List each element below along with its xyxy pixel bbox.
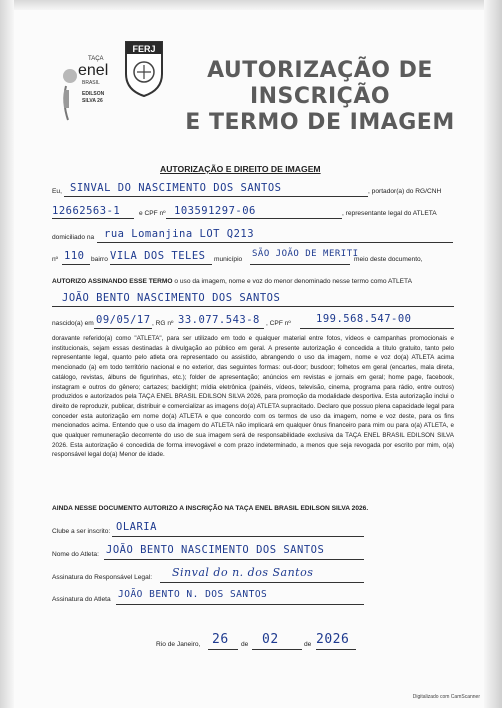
atleta-underline xyxy=(52,306,454,307)
svg-text:TAÇA: TAÇA xyxy=(88,56,104,62)
assinatura-atleta-label: Assinatura do Atleta xyxy=(52,596,111,603)
nome-atleta-value: JOÃO BENTO NASCIMENTO DOS SANTOS xyxy=(106,544,325,556)
nascido-value: 09/05/17 xyxy=(96,314,151,326)
scan-edge-top xyxy=(0,0,502,10)
eu-label: Eu, xyxy=(52,188,62,195)
taca-enel-logo xyxy=(60,42,124,128)
assinatura-atleta-value: JOÃO BENTO N. DOS SANTOS xyxy=(118,589,268,600)
scan-edge-right xyxy=(484,0,502,708)
rg2-label: , RG nº xyxy=(152,320,174,327)
month-underline xyxy=(252,649,302,650)
nascido-underline xyxy=(94,328,152,329)
municipio-value: SÃO JOÃO DE MERITI xyxy=(252,249,359,259)
cpf-underline xyxy=(166,218,342,219)
endereco-value: rua Lomanjina LOT Q213 xyxy=(104,228,255,240)
camscanner-note: Digitalizado com CamScanner xyxy=(412,694,480,700)
representante-label: , representante legal do ATLETA xyxy=(342,210,437,217)
portador-label: , portador(a) do RG/CNH xyxy=(368,188,442,195)
nome-atleta-label: Nome do Atleta: xyxy=(52,551,99,558)
eu-value: SINVAL DO NASCIMENTO DOS SANTOS xyxy=(70,182,282,194)
assinatura-atleta-underline xyxy=(116,604,364,605)
clube-underline xyxy=(112,536,364,537)
municipio-label: município xyxy=(214,256,243,263)
de-1: de xyxy=(241,641,249,648)
city-label: Rio de Janeiro, xyxy=(156,641,201,648)
autorizo-line xyxy=(52,278,412,285)
nome-atleta-underline xyxy=(104,559,364,560)
clube-label: Clube a ser inscrito: xyxy=(52,528,111,535)
assinatura-responsavel-value: Sinval do n. dos Santos xyxy=(172,566,314,579)
nascido-label: nascido(a) em xyxy=(52,320,94,327)
scan-edge-left xyxy=(0,0,14,708)
section-title: AUTORIZAÇÃO E DIREITO DE IMAGEM xyxy=(160,164,321,174)
cpf2-label: , CPF nº xyxy=(266,320,291,327)
bairro-label: bairro xyxy=(91,256,108,263)
document-title xyxy=(170,58,470,136)
rg-value: 12662563-1 xyxy=(52,205,121,217)
title-line-1: AUTORIZAÇÃO DE INSCRIÇÃO xyxy=(207,58,433,109)
numero-value: 110 xyxy=(64,250,85,262)
rg-underline xyxy=(52,218,134,219)
autorizo-rest: o uso da imagem, nome e voz do menor denominado nesse termo como ATLETA xyxy=(174,278,412,285)
ferj-shield-logo xyxy=(122,38,166,100)
month-value: 02 xyxy=(262,632,279,647)
svg-text:enel: enel xyxy=(78,62,109,79)
svg-text:BRASIL: BRASIL xyxy=(82,80,100,86)
cpf-value: 103591297-06 xyxy=(174,205,256,217)
cpf-label: e CPF nº xyxy=(139,210,166,217)
title-line-2: E TERMO DE IMAGEM xyxy=(185,110,455,135)
rg2-underline xyxy=(178,328,264,329)
eu-underline xyxy=(64,196,368,197)
rg2-value: 33.077.543-8 xyxy=(178,314,260,326)
cpf2-value: 199.568.547-00 xyxy=(316,313,412,325)
numero-label: nº xyxy=(52,256,59,263)
numero-underline xyxy=(62,264,90,265)
second-section-title: AINDA NESSE DOCUMENTO AUTORIZO A INSCRIÇÃO NA TAÇA ENEL BRASIL EDILSON SILVA 2026. xyxy=(52,505,369,512)
year-underline xyxy=(316,649,356,650)
de-2: de xyxy=(304,641,312,648)
cpf2-underline xyxy=(300,328,454,329)
domiciliado-label: domiciliado na xyxy=(52,234,95,241)
authorization-paragraph: doravante referido(a) como "ATLETA", para ser utilizado em todo e qualquer material entre fotos, vídeos e campanhas promocionais e institucionais, sejam essas destinadas à divulgação ao público em geral. A presente autorização é concedida a título gratuito, tanto pelo representante legal, quanto pelo atleta ora representado ou assistido, abrangendo o uso da imagem, nome e voz do(a) ATLETA acima mencionado (a) em todo território nacional e no exterior, das seguintes formas: out-door; busdoor; folhetos em geral (encartes, mala direta, catálogo, revistas, álbuns de figurinhas, etc.); folder de apresentação; anúncios em revistas e jornais em geral; home page, facebook, instagram e outros do gênero; cartazes; backlight; mídia eletrônica (painéis, vídeos, televisão, cinema, programa para rádio, entre outros) produzidos e autorizados pela TAÇA ENEL BRASIL EDILSON SILVA 2026, para promoção da modalidade desportiva. Esta autorização inclui o direito de reproduzir, publicar, distribuir e comercializar as imagens do(a) ATLETA supracitado. Declaro que possuo plena capacidade legal para conceder esta autorização em nome do(a) ATLETA e que concordo com os termos de uso da imagem, nome e voz deste, para os fins mencionados acima. Entendo que o uso da imagem do ATLETA não implicará em qualquer ônus financeiro para mim ou para o(a) ATLETA, e que qualquer remuneração decorrente do uso de sua imagem será de responsabilidade exclusiva da TAÇA ENEL BRASIL EDILSON SILVA 2026. Esta autorização é concedida de forma irrevogável e com prazo indeterminado, a menos que seja revogada por escrito por mim, o(a) responsável legal do(a) Menor de idade. xyxy=(52,335,454,459)
bairro-underline xyxy=(110,264,212,265)
meio-label: meio deste documento, xyxy=(354,256,423,263)
autorizo-bold: AUTORIZO ASSINANDO ESSE TERMO xyxy=(52,278,173,285)
svg-text:SILVA 26: SILVA 26 xyxy=(82,98,103,104)
day-underline xyxy=(208,649,238,650)
endereco-underline xyxy=(97,242,453,243)
year-value: 2026 xyxy=(316,632,350,647)
svg-text:FERJ: FERJ xyxy=(132,44,156,54)
clube-value: OLARIA xyxy=(116,521,157,533)
assinatura-responsavel-label: Assinatura do Responsável Legal: xyxy=(52,574,153,581)
assinatura-responsavel-underline xyxy=(160,582,364,583)
bairro-value: VILA DOS TELES xyxy=(110,250,206,262)
day-value: 26 xyxy=(212,632,229,647)
atleta-value: JOÃO BENTO NASCIMENTO DOS SANTOS xyxy=(62,292,281,304)
svg-text:EDILSON: EDILSON xyxy=(82,91,105,97)
municipio-underline xyxy=(250,264,350,265)
